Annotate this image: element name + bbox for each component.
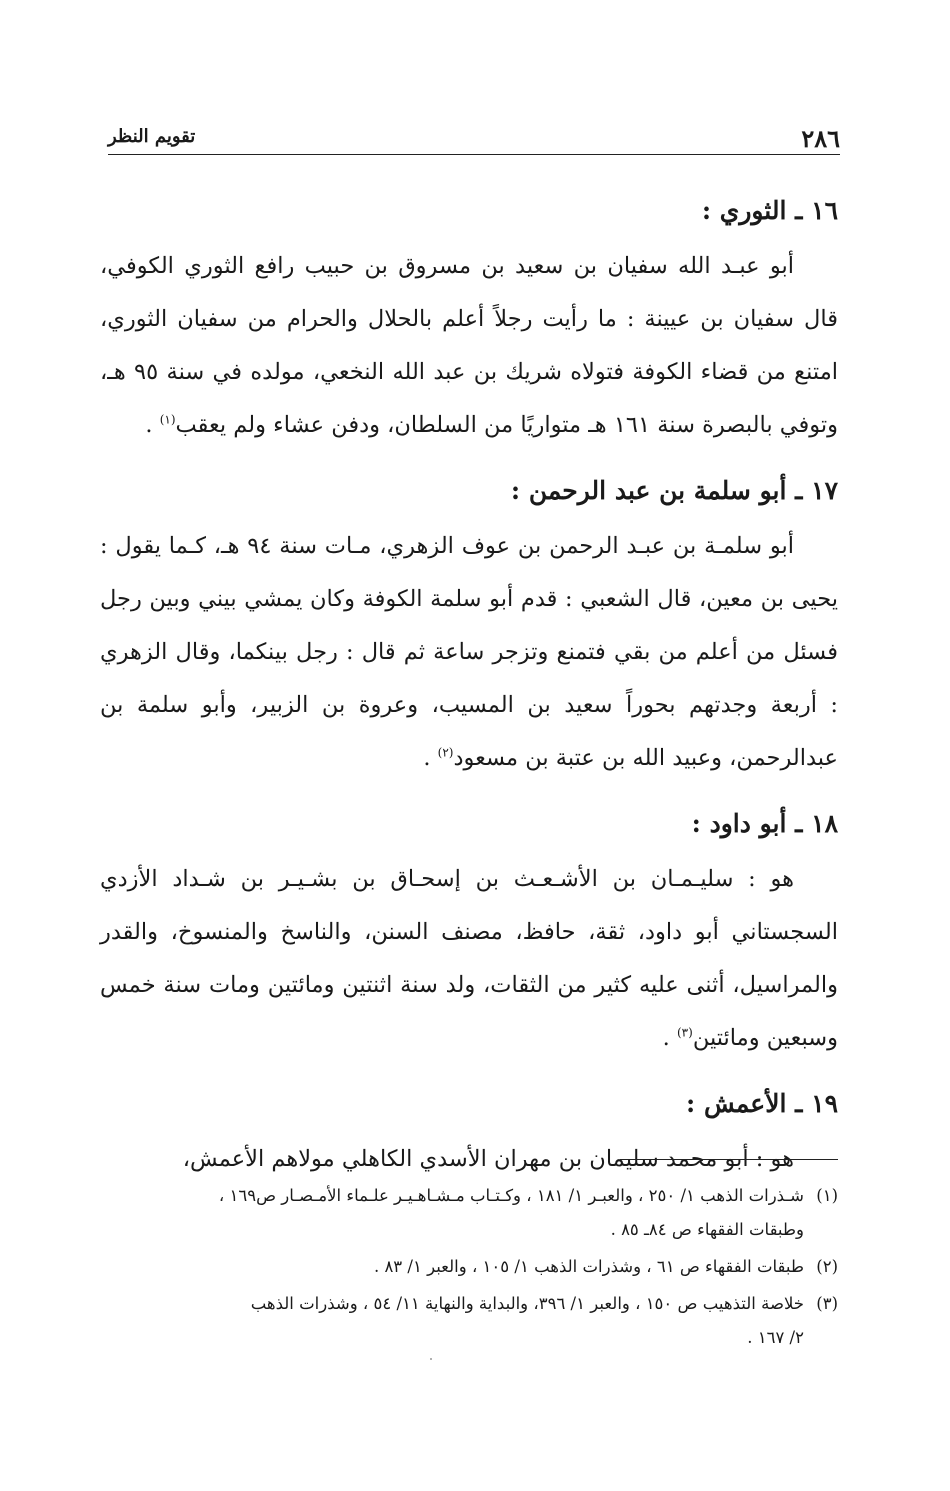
footnote-ref-2[interactable]: (٢) <box>437 745 454 760</box>
footnote-number: (٢) <box>816 1257 838 1276</box>
entry-text: هو : أبو محمد سليمان بن مهران الأسدي الكاهلي مولاهم الأعمش، <box>182 1146 794 1172</box>
footnote-1 <box>100 1179 838 1247</box>
scan-speck <box>430 1358 432 1360</box>
entry-paragraph-18 <box>100 853 838 1065</box>
entry-tail: . <box>423 745 438 771</box>
footnote-text: خلاصة التذهيب ص ١٥٠ ، والعبر ١/ ٣٩٦، والبداية والنهاية ١١/ ٥٤ ، وشذرات الذهب <box>250 1294 804 1313</box>
footnotes <box>100 1179 838 1358</box>
entry-text: هو : سليـمـان بن الأشـعـث بن إسحـاق بن بشـيـر بن شـداد الأزدي السجستاني أبو داود، ثقة، حافظ، مصنف السنن، والناسخ والمنسوخ، والقدر والمراسيل، أثنى عليه كثير من الثقات، ولد سنة اثنتين ومائتين ومات سنة خمس وسبعين ومائتين <box>100 866 838 1051</box>
footnote-number: (٣) <box>816 1294 838 1313</box>
running-title: تقويم النظر <box>108 126 196 147</box>
entry-tail: . <box>145 412 160 438</box>
footnote-text-continued: وطبقات الفقهاء ص ٨٤ـ ٨٥ . <box>610 1220 804 1239</box>
footnote-3 <box>100 1287 838 1355</box>
footnote-text: طبقات الفقهاء ص ٦١ ، وشذرات الذهب ١/ ١٠٥ ، والعبر ١/ ٨٣ . <box>373 1257 804 1276</box>
entry-paragraph-16 <box>100 240 838 452</box>
entry-heading-18: ١٨ ـ أبو داود : <box>691 809 838 838</box>
footnote-2 <box>100 1250 838 1284</box>
running-head <box>108 110 840 155</box>
footnote-text-continued: ٢/ ١٦٧ . <box>747 1328 804 1347</box>
footnote-number: (١) <box>816 1186 838 1205</box>
page-number: ٢٨٦ <box>801 124 840 153</box>
entry-text: أبو سلمـة بن عبـد الرحمن بن عوف الزهري، مـات سنة ٩٤ هـ، كـما يقول : يحيى بن معين، قال الشعبي : قدم أبو سلمة الكوفة وكان يمشي بيني وبين رجل فسئل من أعلم من بقي فتمنع وتزجر ساعة ثم قال : رجل بينكما، وقال الزهري : أربعة وجدتهم بحوراً سعيد بن المسيب، وعروة بن الزبير، وأبو سلمة بن عبدالرحمن، وعبيد الله بن عتبة بن مسعود <box>100 533 838 771</box>
body-text <box>100 188 838 1202</box>
footnote-ref-1[interactable]: (١) <box>159 412 176 427</box>
entry-paragraph-17 <box>100 520 838 785</box>
entry-heading-16: ١٦ ـ الثوري : <box>701 196 838 225</box>
entry-text: أبو عبـد الله سفيان بن سعيد بن مسروق بن حبيب رافع الثوري الكوفي، قال سفيان بن عيينة : ما رأيت رجلاً أعلم بالحلال والحرام من سفيان الثوري، امتنع من قضاء الكوفة فتولاه شريك بن عبد الله النخعي، مولده في سنة ٩٥ هـ، وتوفي بالبصرة سنة ١٦١ هـ متواريًا من السلطان، ودفن عشاء ولم يعقب <box>100 253 839 438</box>
entry-heading-19: ١٩ ـ الأعمش : <box>686 1089 838 1118</box>
footnote-separator <box>620 1159 838 1160</box>
entry-tail: . <box>662 1025 677 1051</box>
footnote-text: شـذرات الذهب ١/ ٢٥٠ ، والعبـر ١/ ١٨١ ، وكـتـاب مـشـاهـيـر علـماء الأمـصـار ص١٦٩ ، <box>218 1186 804 1205</box>
entry-heading-17: ١٧ ـ أبو سلمة بن عبد الرحمن : <box>510 476 838 505</box>
footnote-ref-3[interactable]: (٣) <box>676 1025 693 1040</box>
